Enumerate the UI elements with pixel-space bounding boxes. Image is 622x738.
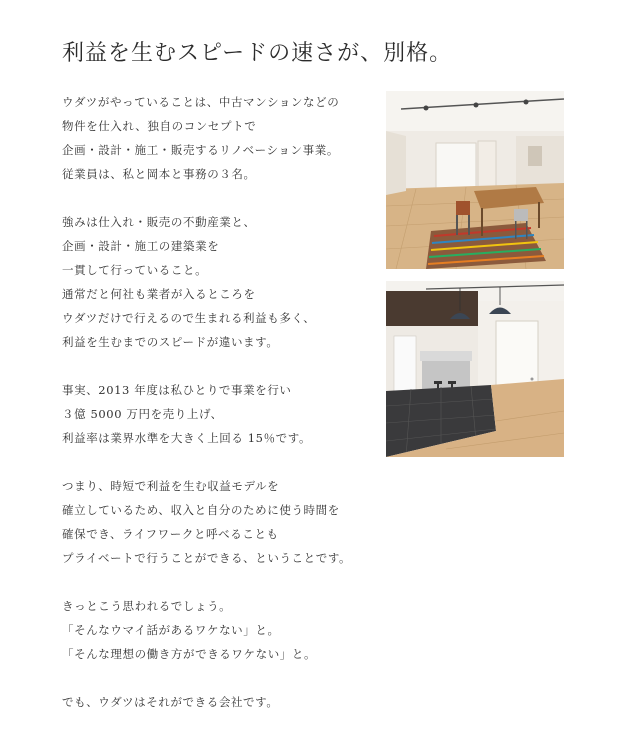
text-line: 従業員は、私と岡本と事務の３名。 <box>62 167 256 181</box>
text-line: プライベートで行うことができる、ということです。 <box>62 551 352 565</box>
text-line: 一貫して行っていること。 <box>62 263 208 277</box>
text-line: ３億 5000 万円を売り上げ、 <box>62 407 223 421</box>
text-line: ウダツだけで行えるので生まれる利益も多く、 <box>62 311 316 325</box>
page-title: 利益を生むスピードの速さが、別格。 <box>62 41 453 66</box>
body-text <box>62 90 372 738</box>
paragraph <box>62 210 372 354</box>
text-line: 「そんなウマイ話があるワケない」と。 <box>62 623 280 637</box>
text-line: 物件を仕入れ、独自のコンセプトで <box>62 119 257 133</box>
paragraph <box>62 378 372 450</box>
text-line: 確保でき、ライフワークと呼べることも <box>62 527 279 541</box>
text-line: でも、ウダツはそれができる会社です。 <box>62 695 279 709</box>
text-line: ウダツがやっていることは、中古マンションなどの <box>62 95 340 109</box>
text-line: きっとこう思われるでしょう。 <box>62 599 232 613</box>
text-line: 通常だと何社も業者が入るところを <box>62 287 256 301</box>
text-line: 利益を生むまでのスピードが違います。 <box>62 335 279 349</box>
text-line: 企画・設計・施工・販売するリノベーション事業。 <box>62 143 339 157</box>
paragraph <box>62 690 372 714</box>
paragraph <box>62 474 372 570</box>
text-line: 利益率は業界水準を大きく上回る 15％です。 <box>62 431 312 445</box>
renovated-kitchen-photo <box>386 281 564 457</box>
paragraph <box>62 90 372 186</box>
text-line: 強みは仕入れ・販売の不動産業と、 <box>62 215 256 229</box>
paragraph <box>62 594 372 666</box>
text-line: つまり、時短で利益を生む収益モデルを <box>62 479 280 493</box>
text-line: 事実、2013 年度は私ひとりで事業を行い <box>62 383 292 397</box>
text-line: 企画・設計・施工の建築業を <box>62 239 220 253</box>
text-line: 確立しているため、収入と自分のために使う時間を <box>62 503 340 517</box>
text-line: 「そんな理想の働き方ができるワケない」と。 <box>62 647 317 661</box>
renovated-living-room-photo <box>386 91 564 269</box>
